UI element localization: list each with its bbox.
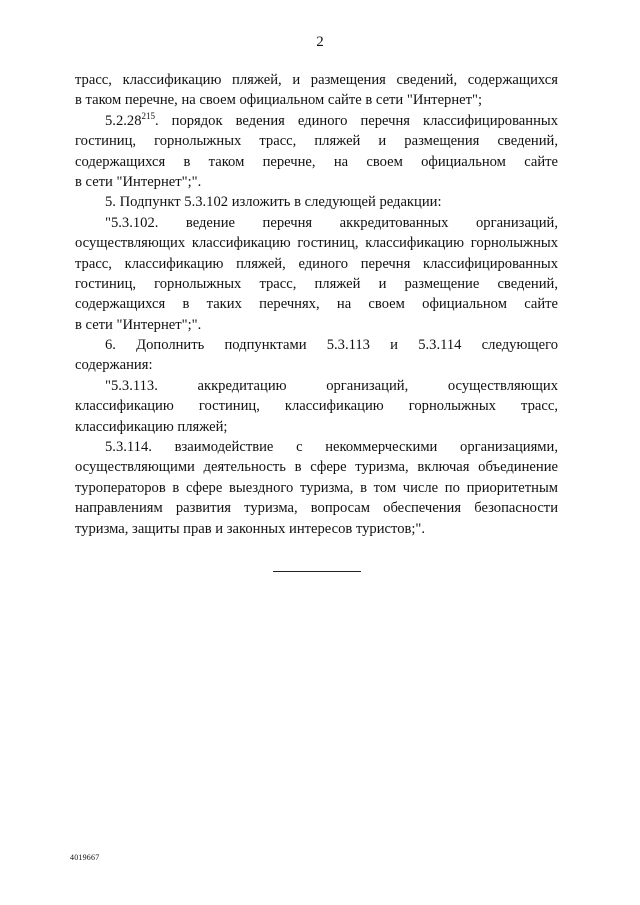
- text-line: содержания:: [75, 357, 153, 374]
- paragraph-5-2-28: [75, 111, 558, 193]
- paragraph-item-5: [75, 192, 558, 212]
- text-line: 6. Дополнить подпунктами 5.3.113 и 5.3.114 следующего: [105, 337, 558, 354]
- text-line: туризма, защиты прав и законных интересов туристов;".: [75, 520, 426, 537]
- document-code: 4019667: [70, 853, 100, 862]
- paragraph-item-6: [75, 335, 558, 376]
- text-line: в сети "Интернет";".: [75, 173, 202, 190]
- text-line: "5.3.102. ведение перечня аккредитованных организаций,: [105, 214, 558, 231]
- paragraph-5-3-113: [75, 376, 558, 437]
- text-line: в сети "Интернет";".: [75, 316, 202, 333]
- text-line: содержащихся в таком перечне, на своем официальном сайте: [75, 153, 558, 170]
- text-line: осуществляющих классификацию гостиниц, классификацию горнолыжных: [75, 235, 558, 252]
- text-line: классификацию гостиниц, классификацию горнолыжных трасс,: [75, 398, 558, 415]
- text-line: 5. Подпункт 5.3.102 изложить в следующей редакции:: [105, 194, 442, 211]
- end-divider: [273, 571, 361, 572]
- text-line: трасс, классификацию пляжей, единого перечня классифицированных: [75, 255, 558, 272]
- text-line: трасс, классификацию пляжей, и размещения сведений, содержащихся: [75, 72, 558, 88]
- paragraph-5-3-102: [75, 213, 558, 335]
- text-line: осуществляющими деятельность в сфере туризма, включая объединение: [75, 459, 558, 476]
- text-line: гостиниц, горнолыжных трасс, пляжей и размещение сведений,: [75, 275, 558, 292]
- text-line: "5.3.113. аккредитацию организаций, осуществляющих: [105, 377, 558, 394]
- text-line: гостиниц, горнолыжных трасс, пляжей и размещения сведений,: [75, 133, 558, 150]
- text-line: туроператоров в сфере выездного туризма, в том числе по приоритетным: [75, 479, 558, 496]
- page-number: 2: [316, 34, 324, 50]
- text-line: направлениям развития туризма, вопросам обеспечения безопасности: [75, 500, 558, 517]
- text-line: содержащихся в таких перечнях, на своем официальном сайте: [75, 296, 558, 313]
- document-body: [75, 70, 558, 539]
- clause-text: . порядок ведения единого перечня классифицированных: [154, 112, 558, 129]
- clause-number: 5.2.28: [105, 112, 142, 129]
- text-line: в таком перечне, на своем официальном сайте в сети "Интернет";: [75, 92, 483, 109]
- paragraph-5-3-114: [75, 437, 558, 539]
- text-line: [75, 111, 558, 131]
- footnote-superscript: 215: [141, 110, 155, 121]
- text-line: 5.3.114. взаимодействие с некоммерческими организациями,: [105, 439, 558, 456]
- paragraph-continuation: [75, 70, 558, 111]
- text-line: классификацию пляжей;: [75, 418, 228, 435]
